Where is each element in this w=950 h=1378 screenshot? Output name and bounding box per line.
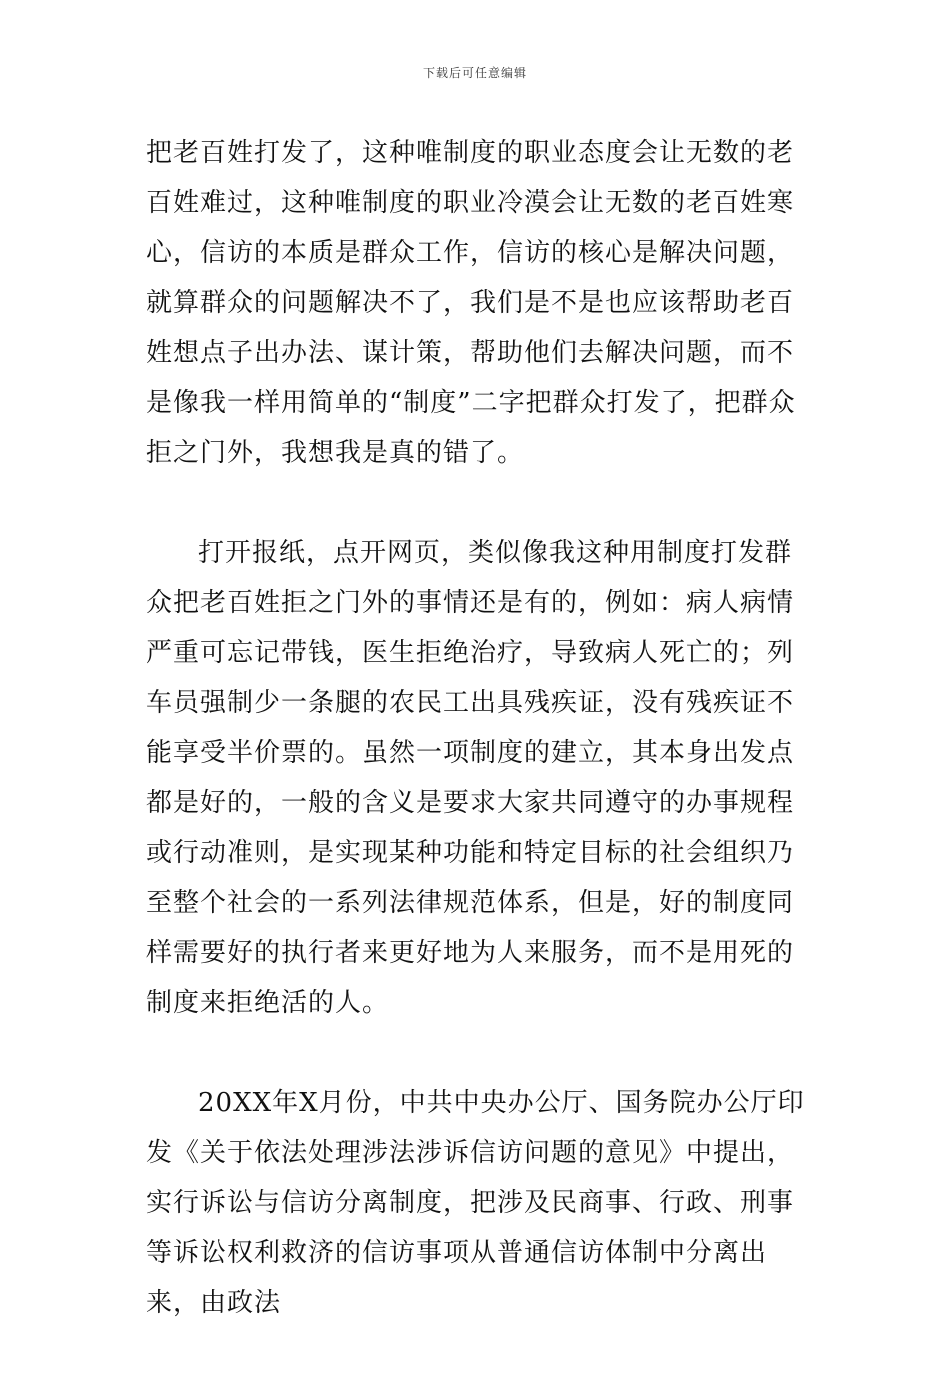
paragraph-3: 20XX年X月份，中共中央办公厅、国务院办公厅印发《关于依法处理涉法涉诉信访问题的意见》中提出，实行诉讼与信访分离制度，把涉及民商事、行政、刑事等诉讼权利救济的信访事项从普通信访体制中分离出来，由政法 xyxy=(146,1088,805,1318)
paragraph-2: 打开报纸，点开网页，类似像我这种用制度打发群众把老百姓拒之门外的事情还是有的，例如：病人病情严重可忘记带钱，医生拒绝治疗，导致病人死亡的；列车员强制少一条腿的农民工出具残疾证，没有残疾证不能享受半价票的。虽然一项制度的建立，其本身出发点都是好的，一般的含义是要求大家共同遵守的办事规程或行动准则，是实现某种功能和特定目标的社会组织乃至整个社会的一系列法律规范体系，但是，好的制度同样需要好的执行者来更好地为人来服务，而不是用死的制度来拒绝活的人。 xyxy=(146,538,795,1018)
document-body xyxy=(146,128,806,1378)
page-header: 下载后可任意编辑 xyxy=(422,66,527,80)
paragraph-1: 把老百姓打发了，这种唯制度的职业态度会让无数的老百姓难过，这种唯制度的职业冷漠会让无数的老百姓寒心，信访的本质是群众工作，信访的核心是解决问题，就算群众的问题解决不了，我们是不是也应该帮助老百姓想点子出办法、谋计策，帮助他们去解决问题，而不是像我一样用简单的“制度”二字把群众打发了，把群众拒之门外，我想我是真的错了。 xyxy=(146,138,796,468)
